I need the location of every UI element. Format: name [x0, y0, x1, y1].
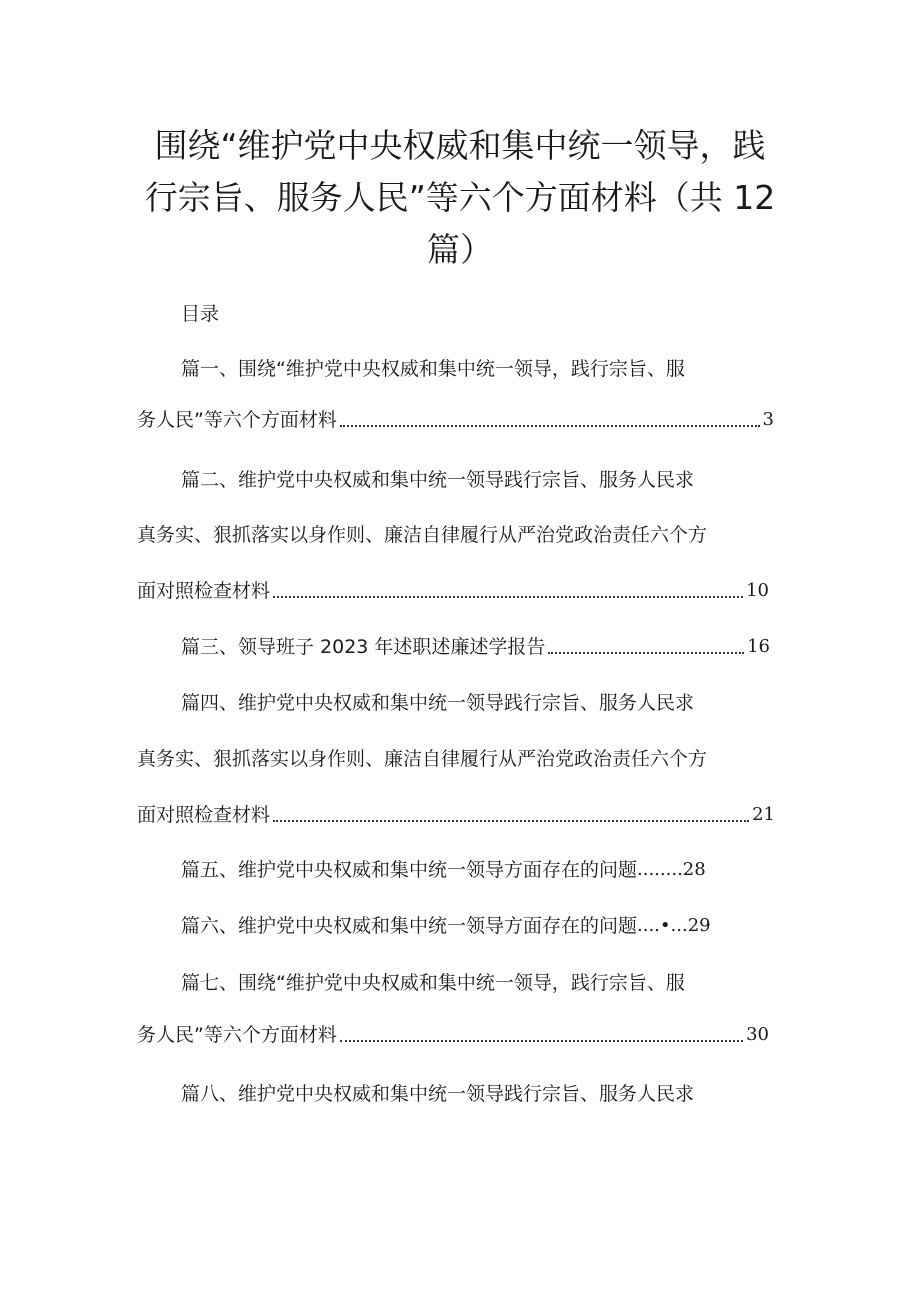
- toc-entry-3-line[interactable]: [181, 633, 770, 661]
- toc-entry-2-page: 10: [746, 580, 769, 601]
- toc-entry-2-line-1[interactable]: 篇二、维护党中央权威和集中统一领导践行宗旨、服务人民求: [181, 469, 695, 491]
- toc-entry-8-line-1[interactable]: 篇八、维护党中央权威和集中统一领导践行宗旨、服务人民求: [181, 1083, 695, 1105]
- toc-entry-7-page: 30: [746, 1024, 769, 1045]
- dot-leader: [340, 424, 760, 427]
- toc-entry-3-page: 16: [747, 636, 770, 657]
- toc-entry-4-line-1[interactable]: 篇四、维护党中央权威和集中统一领导践行宗旨、服务人民求: [181, 692, 695, 714]
- toc-entry-6-line-1: 篇六、维护党中央权威和集中统一领导方面存在的问题: [181, 915, 638, 937]
- dot-leader: [273, 595, 743, 598]
- toc-entry-4-line-2[interactable]: 真务实、狠抓落实以身作则、廉洁自律履行从严治党政治责任六个方: [137, 748, 708, 770]
- toc-entry-2-line-3: 面对照检查材料: [137, 580, 271, 602]
- toc-entry-7-line-2: 务人民”等六个方面材料: [137, 1024, 337, 1046]
- toc-entry-6-line[interactable]: [181, 912, 711, 940]
- toc-entry-1-line-2: 务人民”等六个方面材料: [137, 409, 337, 431]
- dot-leader: [548, 651, 744, 654]
- dot-leader: [273, 819, 749, 822]
- toc-entry-1-page: 3: [762, 409, 774, 430]
- toc-heading: 目录: [181, 303, 220, 325]
- toc-entry-7-line-1[interactable]: 篇七、围绕“维护党中央权威和集中统一领导，践行宗旨、服: [181, 972, 685, 994]
- title-line-3: 篇）: [427, 230, 493, 269]
- toc-entry-6-page: 29: [687, 915, 711, 936]
- toc-entry-2-line-2[interactable]: 真务实、狠抓落实以身作则、廉洁自律履行从严治党政治责任六个方: [137, 524, 708, 546]
- dot-leader: [340, 1039, 743, 1042]
- toc-entry-4-line-3: 面对照检查材料: [137, 804, 271, 826]
- toc-entry-4-last-line[interactable]: [137, 801, 775, 829]
- document-title: [130, 120, 790, 276]
- title-line-1: 围绕“维护党中央权威和集中统一领导，践: [154, 126, 766, 165]
- toc-entry-5-line-1: 篇五、维护党中央权威和集中统一领导方面存在的问题: [181, 859, 638, 881]
- toc-entry-7-last-line[interactable]: [137, 1021, 769, 1049]
- toc-entry-1-last-line[interactable]: [137, 406, 774, 434]
- toc-entry-3-line-1: 篇三、领导班子 2023 年述职述廉述学报告: [181, 636, 546, 658]
- toc-entry-5-line[interactable]: [181, 856, 706, 884]
- toc-entry-2-last-line[interactable]: [137, 577, 769, 605]
- toc-entry-5-page: 28: [682, 859, 706, 880]
- toc-entry-1-line-1[interactable]: 篇一、围绕“维护党中央权威和集中统一领导，践行宗旨、服: [181, 358, 685, 380]
- toc-entry-4-page: 21: [752, 804, 775, 825]
- toc-entry-5-leader: ........: [637, 859, 683, 880]
- title-line-2: 行宗旨、服务人民”等六个方面材料（共 12: [144, 178, 776, 217]
- toc-entry-6-leader: ....•...: [637, 915, 688, 936]
